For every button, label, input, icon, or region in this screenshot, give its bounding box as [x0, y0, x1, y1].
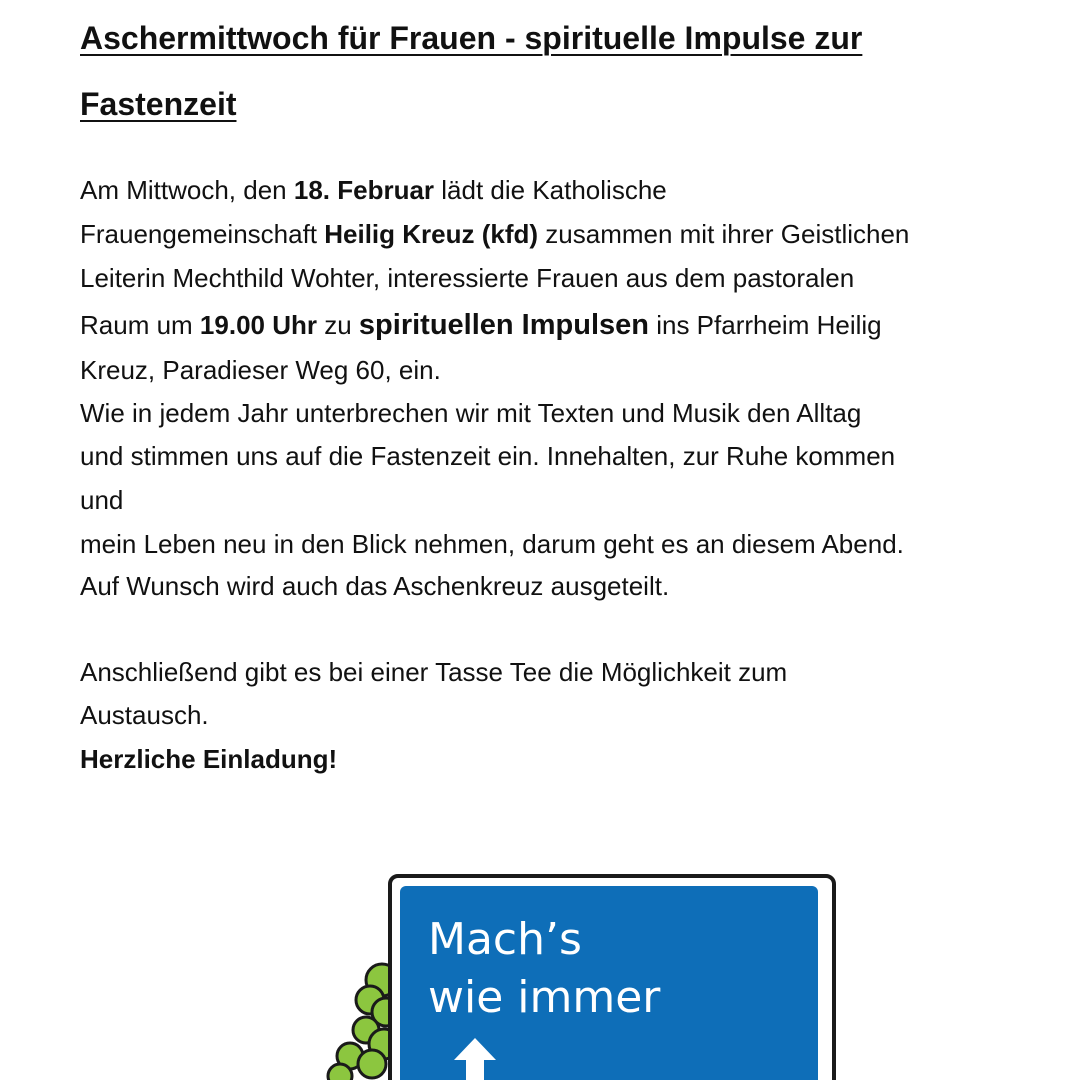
body-line-6: Wie in jedem Jahr unterbrechen wir mit Texten und Musik den Alltag	[80, 398, 862, 428]
body-line-7: und stimmen uns auf die Fastenzeit ein. Innehalten, zur Ruhe kommen	[80, 441, 896, 471]
road-sign-illustration	[300, 860, 860, 1080]
body-line-5: Kreuz, Paradieser Weg 60, ein.	[80, 355, 441, 385]
sign-text-line-2: wie immer	[428, 972, 661, 1023]
body-line-2	[80, 217, 909, 251]
body-line-9: mein Leben neu in den Blick nehmen, darum geht es an diesem Abend.	[80, 529, 904, 559]
body-text: zusammen mit ihrer Geistlichen	[538, 219, 910, 249]
body-text: Frauengemeinschaft	[80, 219, 325, 249]
body-text: zu	[317, 310, 359, 340]
event-highlight: spirituellen Impulsen	[358, 309, 649, 341]
closing-invitation-text: Herzliche Einladung!	[80, 744, 338, 774]
closing-invitation	[80, 742, 337, 776]
body-line-11: Anschließend gibt es bei einer Tasse Tee die Möglichkeit zum	[80, 657, 788, 687]
event-time: 19.00 Uhr	[199, 310, 317, 340]
arrow-up-icon	[450, 1034, 500, 1080]
body-line-8: und	[80, 485, 124, 515]
body-line-4	[80, 308, 882, 342]
body-text: Am Mittwoch, den	[80, 175, 294, 205]
body-text: lädt die Katholische	[434, 175, 667, 205]
organization-name: Heilig Kreuz (kfd)	[324, 219, 539, 249]
document-title-line-1: Aschermittwoch für Frauen - spirituelle Impulse zur	[80, 20, 863, 56]
document-title-line-2: Fastenzeit	[80, 86, 237, 122]
event-date: 18. Februar	[293, 175, 435, 205]
body-line-12: Austausch.	[80, 700, 209, 730]
sign-text-line-1: Mach’s	[428, 914, 582, 965]
body-line-10: Auf Wunsch wird auch das Aschenkreuz ausgeteilt.	[80, 571, 670, 601]
body-text: Raum um	[80, 310, 200, 340]
body-line-3: Leiterin Mechthild Wohter, interessierte Frauen aus dem pastoralen	[80, 263, 855, 293]
body-line-1	[80, 173, 667, 207]
body-text: ins Pfarrheim Heilig	[648, 310, 882, 340]
